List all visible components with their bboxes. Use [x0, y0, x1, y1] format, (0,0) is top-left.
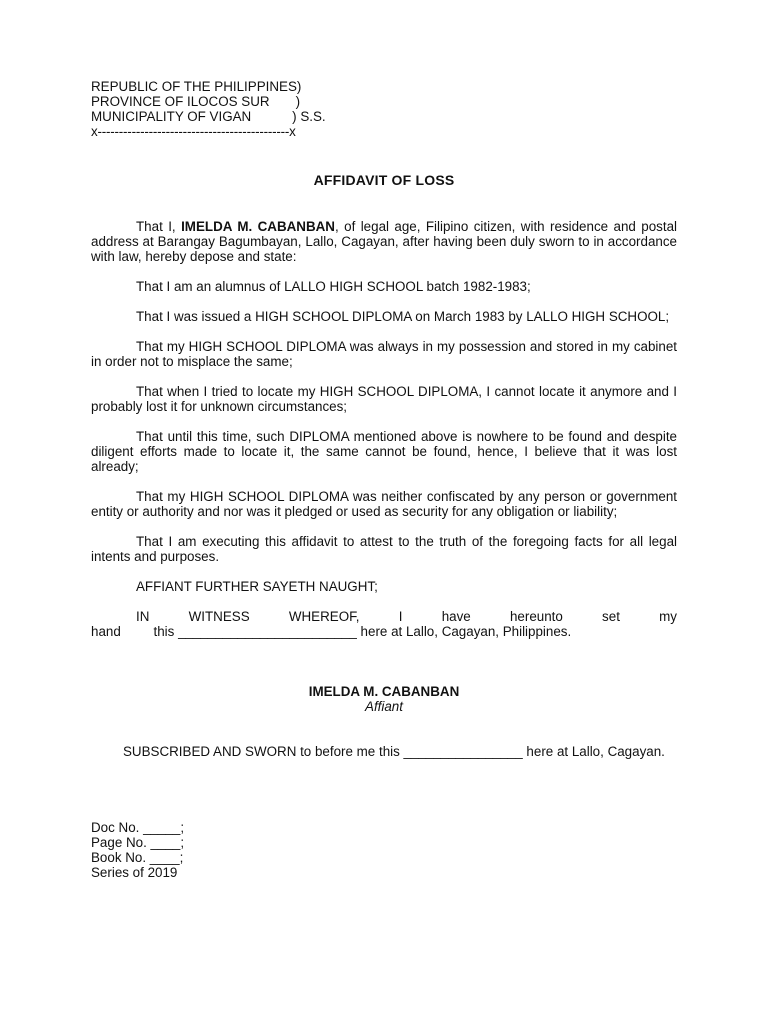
- witness-paragraph: [91, 609, 677, 639]
- document-title: AFFIDAVIT OF LOSS: [313, 172, 455, 188]
- intro-suffix: , of legal age, Filipino citizen, with residence and postal address at Barangay Bagumbayan, Lallo, Cagayan, after having been duly sworn to in accordance with law, hereby depose and state:: [91, 219, 677, 264]
- statement-naught: AFFIANT FURTHER SAYETH NAUGHT;: [136, 579, 378, 594]
- caption-republic: REPUBLIC OF THE PHILIPPINES): [91, 79, 302, 94]
- caption-municipality: MUNICIPALITY OF VIGAN ) S.S.: [91, 109, 326, 124]
- statement-cannot-locate: That when I tried to locate my HIGH SCHOOL DIPLOMA, I cannot locate it anymore and I probably lost it for unknown circumstances;: [91, 384, 677, 414]
- statement-issued: That I was issued a HIGH SCHOOL DIPLOMA on March 1983 by LALLO HIGH SCHOOL;: [136, 309, 670, 324]
- affiant-name-inline: IMELDA M. CABANBAN: [181, 219, 335, 234]
- jurat-paragraph: [91, 744, 677, 759]
- jurat-date-blank: ________________: [403, 744, 523, 759]
- notarial-details: [91, 820, 677, 880]
- caption-block: [91, 79, 677, 139]
- caption-province: PROVINCE OF ILOCOS SUR ): [91, 94, 301, 109]
- intro-paragraph: [91, 219, 677, 264]
- statement-executing: That I am executing this affidavit to attest to the truth of the foregoing facts for all legal intents and purposes.: [91, 534, 677, 564]
- caption-divider: x---------------------------------------------x: [91, 124, 296, 139]
- intro-prefix: That I,: [136, 219, 182, 234]
- witness-text: IN WITNESS WHEREOF, I have hereunto set my hand this: [91, 609, 677, 639]
- signature-block: [91, 684, 677, 714]
- notarial-book-no: Book No. ____;: [91, 850, 184, 865]
- witness-suffix: here at Lallo, Cagayan, Philippines.: [356, 624, 572, 639]
- jurat-prefix: SUBSCRIBED AND SWORN to before me this: [123, 744, 404, 759]
- jurat-suffix: here at Lallo, Cagayan.: [522, 744, 665, 759]
- notarial-page-no: Page No. ____;: [91, 835, 185, 850]
- signature-role: Affiant: [365, 699, 403, 714]
- witness-date-blank: ________________________: [178, 624, 357, 639]
- notarial-doc-no: Doc No. _____;: [91, 820, 185, 835]
- statement-alumnus: That I am an alumnus of LALLO HIGH SCHOOL batch 1982-1983;: [136, 279, 531, 294]
- statement-possession: That my HIGH SCHOOL DIPLOMA was always in my possession and stored in my cabinet in order not to misplace the same;: [91, 339, 677, 369]
- signature-name: IMELDA M. CABANBAN: [308, 684, 460, 699]
- statement-not-found: That until this time, such DIPLOMA mentioned above is nowhere to be found and despite diligent efforts made to locate it, the same cannot be found, hence, I believe that it was lost already;: [91, 429, 677, 474]
- statement-not-confiscated: That my HIGH SCHOOL DIPLOMA was neither confiscated by any person or government entity or authority and nor was it pledged or used as security for any obligation or liability;: [91, 489, 677, 519]
- notarial-series: Series of 2019: [91, 865, 178, 880]
- affidavit-document: [91, 79, 677, 880]
